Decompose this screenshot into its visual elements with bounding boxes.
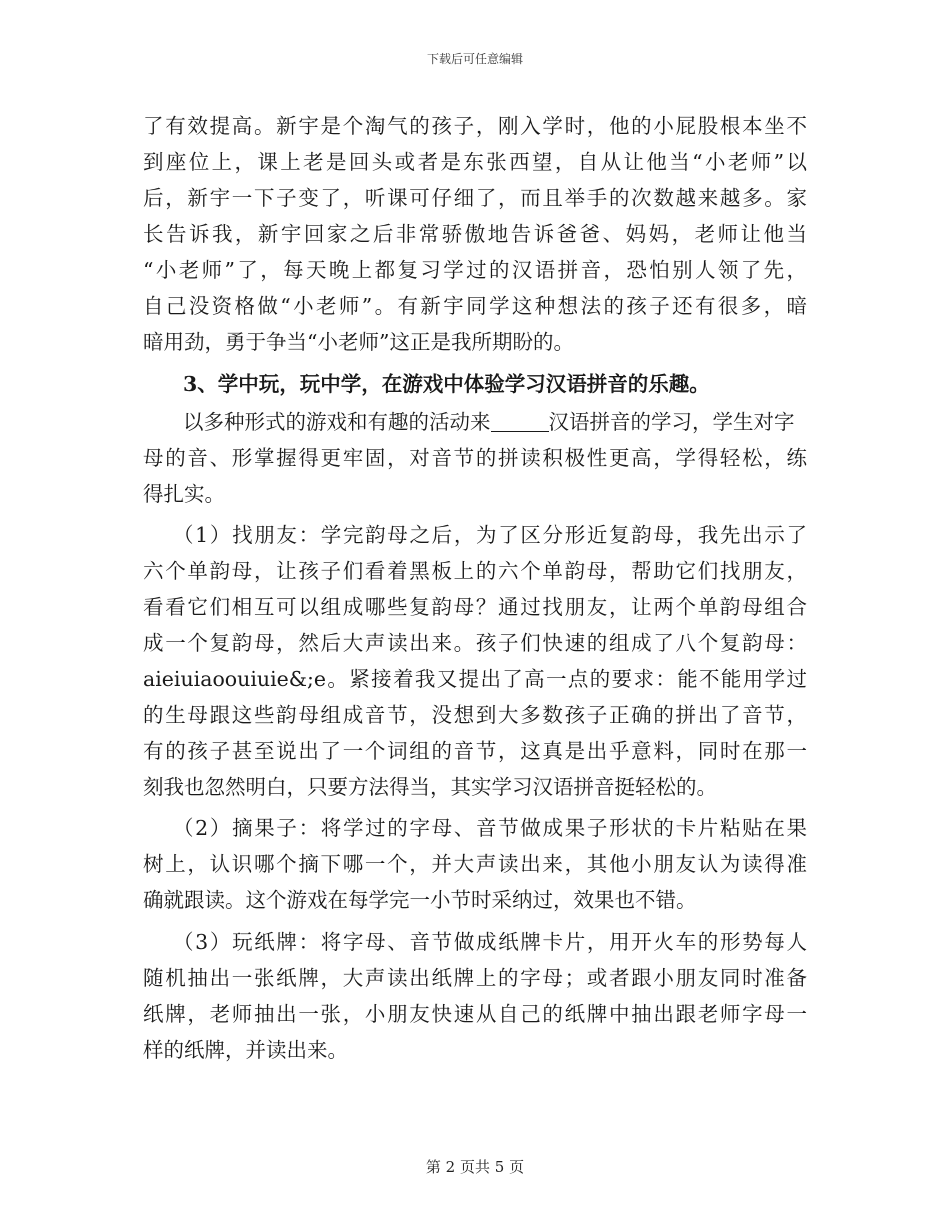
paragraph-line: 了有效提高。新宇是个淘气的孩子，刚入学时，他的小屁股根本坐不 <box>143 114 807 138</box>
paragraph-line: （2）摘果子：将学过的字母、音节做成果子形状的卡片粘贴在果 <box>173 816 807 840</box>
paragraph-line: 确就跟读。这个游戏在每学完一小节时采纳过，效果也不错。 <box>143 888 697 912</box>
paragraph-line: 随机抽出一张纸牌，大声读出纸牌上的字母；或者跟小朋友同时准备 <box>143 966 807 990</box>
paragraph-line <box>183 404 807 440</box>
paragraph-line: 纸牌，老师抽出一张，小朋友快速从自己的纸牌中抽出跟老师字母一 <box>143 1002 807 1026</box>
paragraph-line: 刻我也忽然明白，只要方法得当，其实学习汉语拼音挺轻松的。 <box>143 775 717 799</box>
paragraph-line: 树上，认识哪个摘下哪一个，并大声读出来，其他小朋友认为读得准 <box>143 852 807 876</box>
page-header: 下载后可任意编辑 <box>426 52 523 66</box>
paragraph-line: 样的纸牌，并读出来。 <box>143 1038 348 1062</box>
paragraph-text: 汉语拼音的学习，学生对字 <box>548 410 795 434</box>
paragraph-line: 暗用劲，勇于争当“小老师”这正是我所期盼的。 <box>143 330 574 354</box>
paragraph-line: 后，新宇一下子变了，听课可仔细了，而且举手的次数越来越多。家 <box>143 186 807 210</box>
paragraph-line: aieiuiaoouiuie&;e。紧接着我又提出了高一点的要求：能不能用学过 <box>143 667 807 691</box>
page-footer: 第 2 页共 5 页 <box>425 1158 525 1176</box>
paragraph-line: （3）玩纸牌：将字母、音节做成纸牌卡片，用开火车的形势每人 <box>173 930 807 954</box>
section-heading: 3、学中玩，玩中学，在游戏中体验学习汉语拼音的乐趣。 <box>183 372 710 396</box>
paragraph-line: （1）找朋友：学完韵母之后，为了区分形近复韵母，我先出示了 <box>173 523 807 547</box>
paragraph-line: “小老师”了，每天晚上都复习学过的汉语拼音，恐怕别人领了先， <box>143 258 807 282</box>
paragraph-line: 到座位上，课上老是回头或者是东张西望，自从让他当“小老师”以 <box>143 150 807 174</box>
paragraph-text: 以多种形式的游戏和有趣的活动来 <box>183 410 491 434</box>
paragraph-line: 长告诉我，新宇回家之后非常骄傲地告诉爸爸、妈妈，老师让他当 <box>143 222 807 246</box>
paragraph-line: 自己没资格做“小老师”。有新宇同学这种想法的孩子还有很多，暗 <box>143 294 807 318</box>
paragraph-line: 看看它们相互可以组成哪些复韵母？通过找朋友，让两个单韵母组合 <box>143 595 807 619</box>
paragraph-line: 的生母跟这些韵母组成音节，没想到大多数孩子正确的拼出了音节， <box>143 703 807 727</box>
fill-blank <box>491 411 549 432</box>
paragraph-line: 有的孩子甚至说出了一个词组的音节，这真是出乎意料，同时在那一 <box>143 739 807 763</box>
paragraph-line: 母的音、形掌握得更牢固，对音节的拼读积极性更高，学得轻松，练 <box>143 446 807 470</box>
paragraph-line: 成一个复韵母，然后大声读出来。孩子们快速的组成了八个复韵母： <box>143 631 807 655</box>
paragraph-line: 得扎实。 <box>143 482 225 506</box>
paragraph-line: 六个单韵母，让孩子们看着黑板上的六个单韵母，帮助它们找朋友， <box>143 559 807 583</box>
